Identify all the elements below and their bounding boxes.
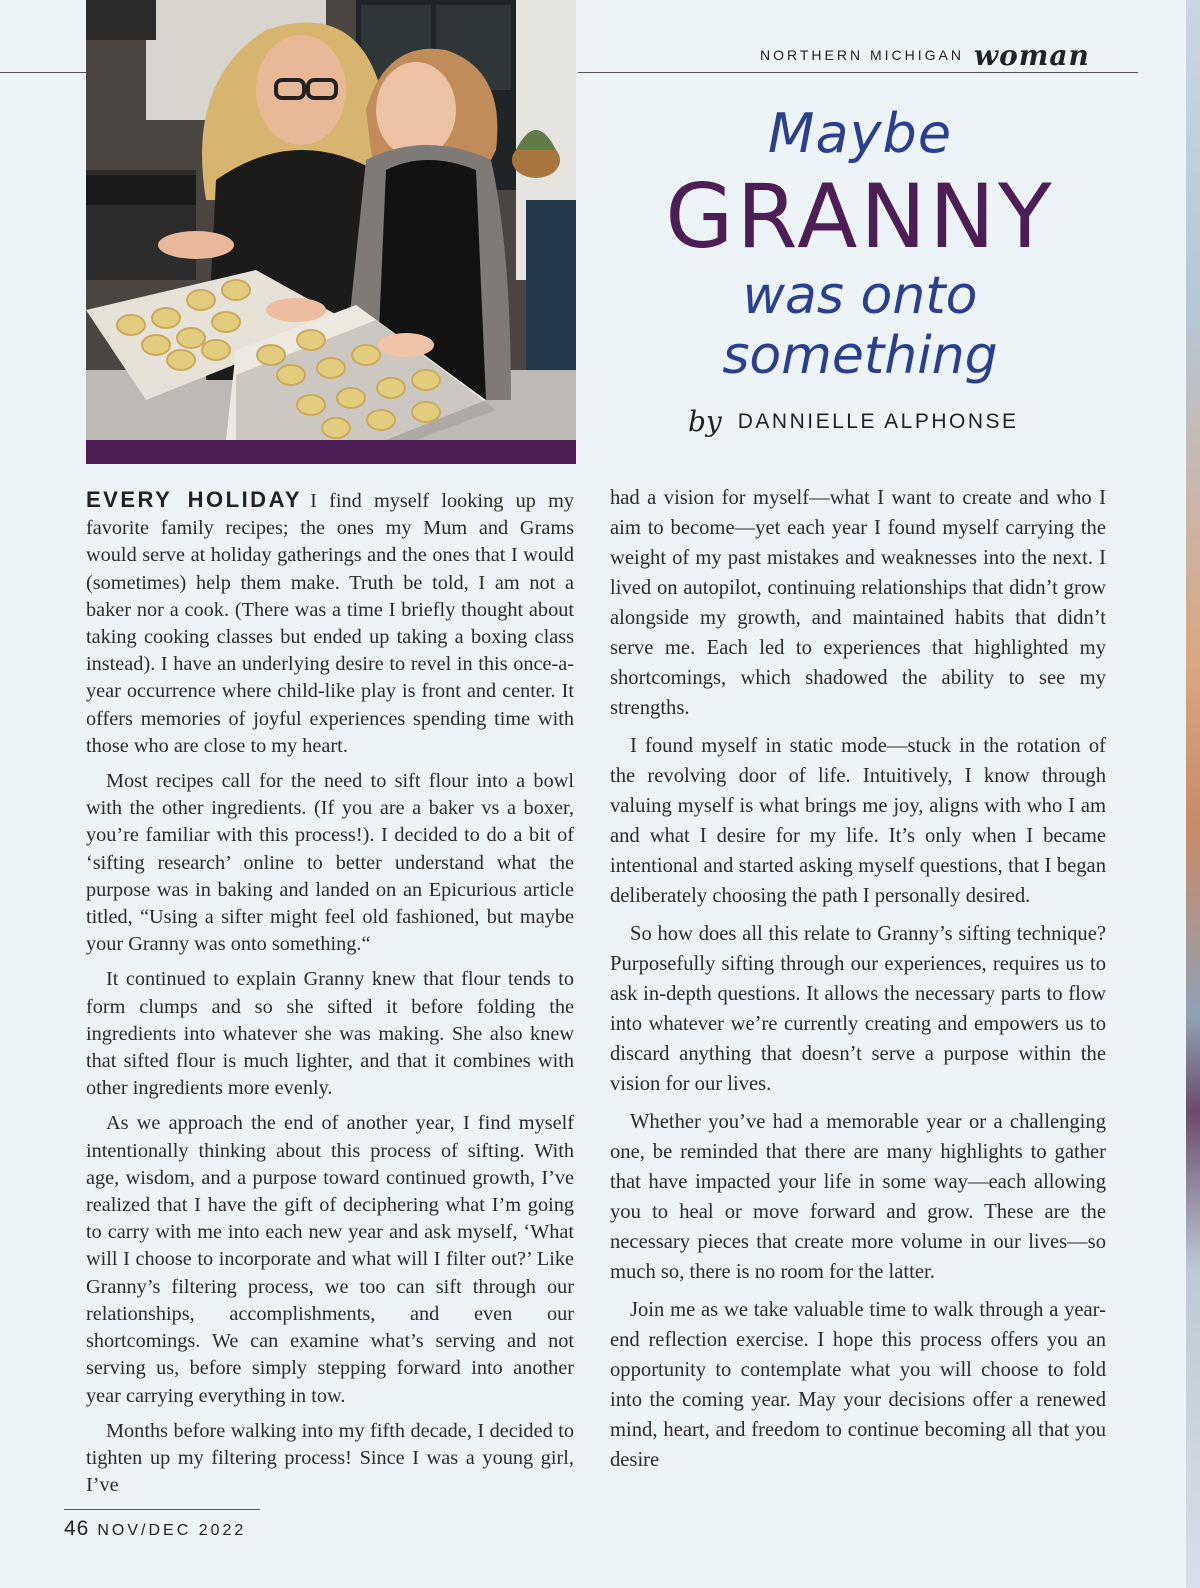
paragraph: I found myself in static mode—stuck in the rotation of the revolving door of life. Intuitively, I know through valuing myself is what brings me joy, aligns with who I am and what I desire for my life. It’s only when I became intentional and started asking myself questions, that I began deliberately choosing the path I personally desired. bbox=[610, 735, 1106, 907]
title-line-something: something bbox=[722, 326, 998, 386]
byline-by: by bbox=[688, 405, 722, 438]
byline-author: DANNIELLE ALPHONSE bbox=[737, 409, 1019, 433]
masthead-script: woman bbox=[973, 38, 1090, 72]
paragraph: So how does all this relate to Granny’s sifting technique? Purposefully sifting through our experiences, requires us to ask in-depth questions. It allows the necessary parts to flow into whatever we’re currently creating and empowers us to discard anything that doesn’t serve a purpose within the vision for our lives. bbox=[610, 923, 1106, 1095]
article-column-left bbox=[86, 486, 574, 1507]
header-rule-left bbox=[0, 72, 87, 73]
article-column-right bbox=[610, 483, 1106, 1483]
title-line-was-onto: was onto bbox=[742, 266, 978, 326]
article-title bbox=[620, 100, 1100, 386]
header-rule-right bbox=[578, 72, 1138, 73]
paragraph bbox=[86, 486, 574, 760]
paragraph: had a vision for myself—what I want to create and who I aim to become—yet each year I found myself carrying the weight of my past mistakes and weaknesses into the next. I lived on autopilot, continuing relationships that didn’t grow alongside my growth, and maintained habits that didn’t serve me. Each led to experiences that highlighted my shortcomings, which shadowed the ability to see my strengths. bbox=[610, 487, 1106, 719]
byline bbox=[688, 405, 1019, 438]
paragraph: Months before walking into my fifth decade, I decided to tighten up my filtering process! Since I was a young girl, I’ve bbox=[86, 1419, 574, 1497]
paragraph-text: I find myself looking up my favorite family recipes; the ones my Mum and Grams would serve at holiday gatherings and the ones that I would (sometimes) help them make. Truth be told, I am not a baker nor a cook. (There was a time I briefly thought about taking cooking classes but ended up taking a boxing class instead). I have an underlying desire to revel in this once-a-year occurrence where child-like play is front and center. It offers memories of joyful experiences spending time with those who are close to my heart. bbox=[86, 490, 574, 757]
paragraph: It continued to explain Granny knew that flour tends to form clumps and so she sifted it before folding the ingredients into whatever she was making. She also knew that sifted flour is much lighter, and that it combines with other ingredients more evenly. bbox=[86, 968, 574, 1100]
masthead-label: NORTHERN MICHIGAN bbox=[760, 47, 964, 63]
paragraph: As we approach the end of another year, I find myself intentionally thinking about this process of sifting. With age, wisdom, and a purpose toward continued growth, I’ve realized that I have the gift of deciphering what I’m going to carry with me into each new year and ask myself, ‘What will I choose to incorporate and what will I filter out?’ Like Granny’s filtering process, we too can sift through our relationships, accomplishments, and even our shortcomings. We can examine what’s serving and not serving us, before simply stepping forward into another year carrying everything in tow. bbox=[86, 1112, 574, 1407]
paragraph: Most recipes call for the need to sift flour into a bowl with the other ingredients. (If you are a baker vs a boxer, you’re familiar with this process!). I decided to do a bit of ‘sifting research’ online to better understand what the purpose was in baking and landed on an Epicurious article titled, “Using a sifter might feel old fashioned, but maybe your Granny was onto something.“ bbox=[86, 770, 574, 956]
title-line-maybe: Maybe bbox=[767, 102, 953, 165]
article-photo bbox=[86, 0, 576, 440]
folio bbox=[64, 1517, 246, 1541]
title-line-granny: GRANNY bbox=[665, 165, 1055, 268]
photo-accent-band bbox=[86, 440, 576, 464]
photo-illustration bbox=[86, 0, 576, 440]
page-number: 46 bbox=[64, 1517, 90, 1540]
footer-rule bbox=[64, 1509, 260, 1510]
paragraph: Join me as we take valuable time to walk through a year-end reflection exercise. I hope this process offers you an opportunity to contemplate what you will choose to fold into the coming year. May your decisions offer a renewed mind, heart, and freedom to continue becoming all that you desire bbox=[610, 1299, 1106, 1471]
lead-in: EVERY HOLIDAY bbox=[86, 487, 303, 512]
edge-image-strip bbox=[1186, 0, 1200, 1588]
masthead bbox=[760, 40, 1090, 70]
paragraph: Whether you’ve had a memorable year or a challenging one, be reminded that there are many highlights to gather that have impacted your life in some way—each allowing you to heal or move forward and grow. These are the necessary pieces that create more volume in our lives—so much so, there is no room for the latter. bbox=[610, 1111, 1106, 1283]
issue-date: NOV/DEC 2022 bbox=[97, 1522, 247, 1539]
